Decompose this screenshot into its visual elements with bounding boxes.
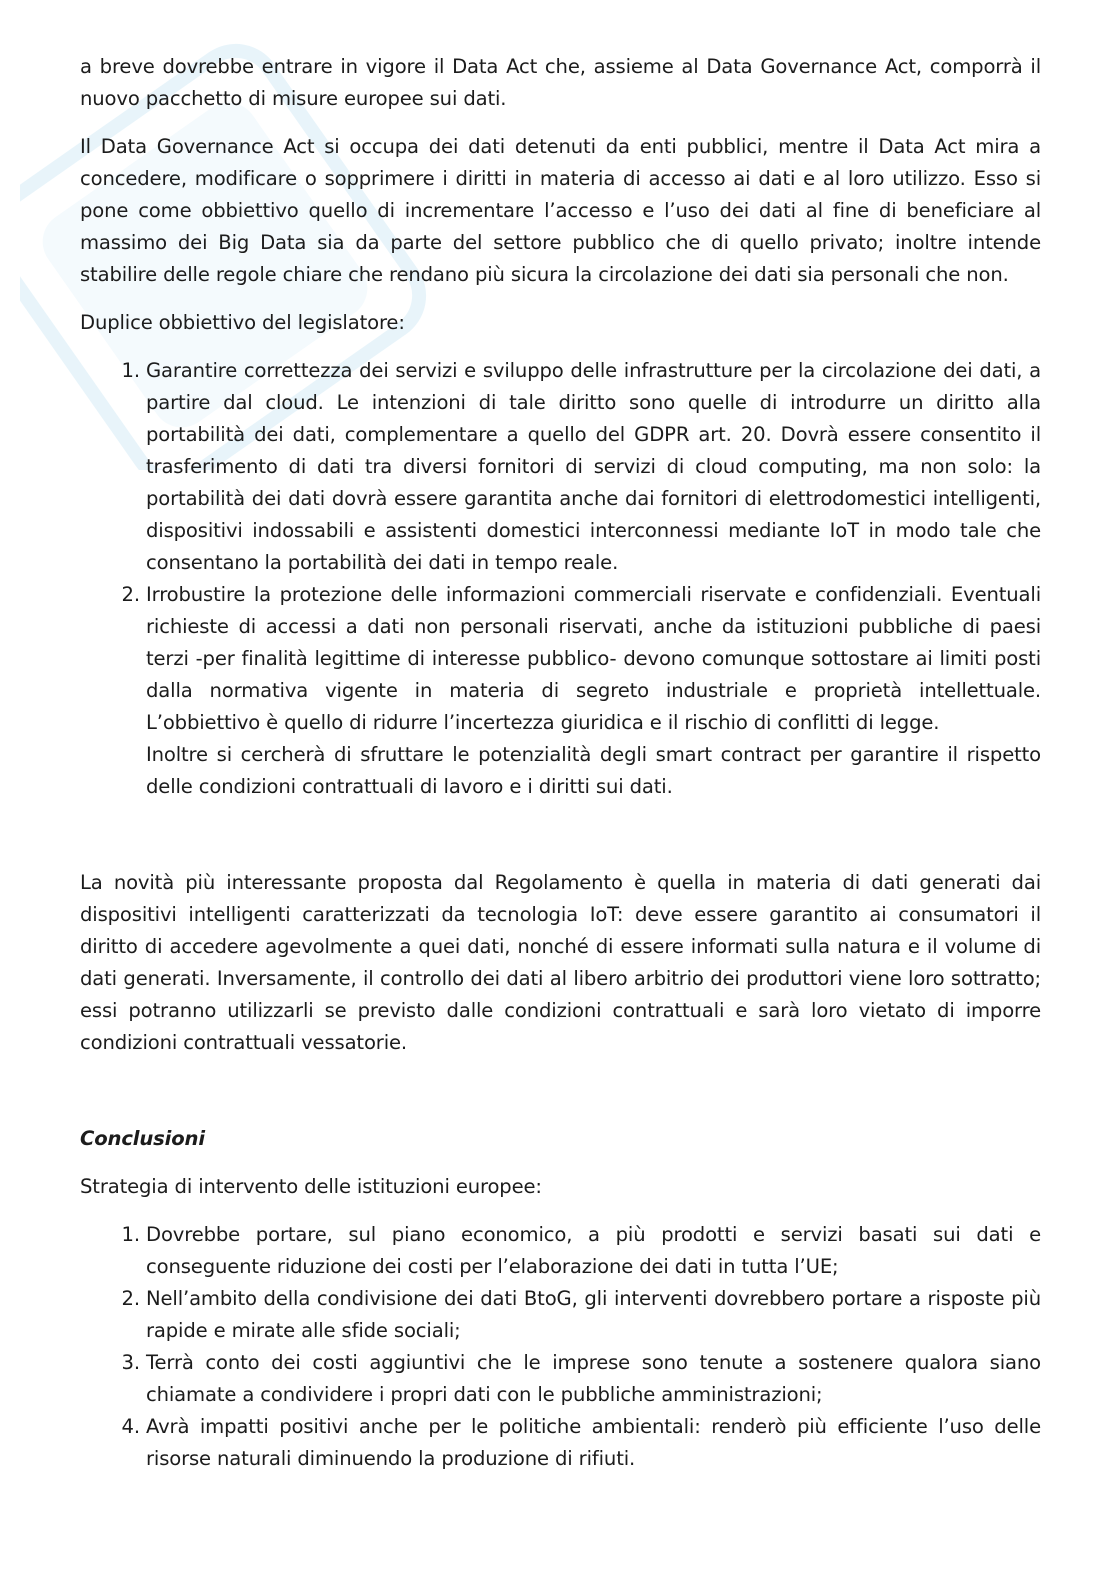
conclusion-item: 3. Terrà conto dei costi aggiuntivi che le imprese sono tenute a sostenere qualora siano chiamate a condividere i propri dati con le pubbliche amministrazioni;	[146, 1347, 1041, 1411]
conclusions-list	[80, 1219, 1041, 1475]
spacer	[80, 1075, 1041, 1123]
objective-extra-text: Inoltre si cercherà di sfruttare le potenzialità degli smart contract per garantire il rispetto delle condizioni contrattuali di lavoro e i diritti sui dati.	[146, 743, 1041, 798]
paragraph-conclusions-lead: Strategia di intervento delle istituzioni europee:	[80, 1175, 542, 1198]
document-body	[80, 51, 1041, 1491]
spacer	[80, 819, 1041, 867]
objectives-list	[80, 355, 1041, 803]
conclusion-item: 2. Nell’ambito della condivisione dei dati BtoG, gli interventi dovrebbero portare a risposte più rapide e mirate alle sfide sociali;	[146, 1283, 1041, 1347]
paragraph-intro-2: Il Data Governance Act si occupa dei dati detenuti da enti pubblici, mentre il Data Act mira a concedere, modificare o sopprimere i diritti in materia di accesso ai dati e al loro utilizzo. Esso si pone come obbiettivo quello di incrementare l’accesso e l’uso dei dati al fine di beneficiare al massimo dei Big Data sia da parte del settore pubblico che di quello privato; inoltre intende stabilire delle regole chiare che rendano più sicura la circolazione dei dati sia personali che non.	[80, 135, 1041, 286]
objective-item	[146, 579, 1041, 803]
paragraph-intro-1: a breve dovrebbe entrare in vigore il Data Act che, assieme al Data Governance Act, comporrà il nuovo pacchetto di misure europee sui dati.	[80, 55, 1041, 110]
objective-text: Garantire correttezza dei servizi e sviluppo delle infrastrutture per la circolazione dei dati, a partire dal cloud. Le intenzioni di tale diritto sono quelle di introdurre un diritto alla portabilità dei dati, complementare a quello del GDPR art. 20. Dovrà essere consentito il trasferimento di dati tra diversi fornitori di servizi di cloud computing, ma non solo: la portabilità dei dati dovrà essere garantita anche dai fornitori di elettrodomestici intelligenti, dispositivi indossabili e assistenti domestici interconnessi mediante IoT in modo tale che consentano la portabilità dei dati in tempo reale.	[146, 359, 1041, 574]
objective-item	[146, 355, 1041, 579]
conclusion-item: 4. Avrà impatti positivi anche per le politiche ambientali: renderò più efficiente l’uso delle risorse naturali diminuendo la produzione di rifiuti.	[146, 1411, 1041, 1475]
section-heading-conclusions: Conclusioni	[80, 1127, 205, 1150]
paragraph-novelty: La novità più interessante proposta dal Regolamento è quella in materia di dati generati dai dispositivi intelligenti caratterizzati da tecnologia IoT: deve essere garantito ai consumatori il diritto di accedere agevolmente a quei dati, nonché di essere informati sulla natura e il volume di dati generati. Inversamente, il controllo dei dati al libero arbitrio dei produttori viene loro sottratto; essi potranno utilizzarli se previsto dalle condizioni contrattuali e sarà loro vietato di imporre condizioni contrattuali vessatorie.	[80, 871, 1041, 1054]
objective-text: Irrobustire la protezione delle informazioni commerciali riservate e confidenziali. Eventuali richieste di accessi a dati non personali riservati, anche da istituzioni pubbliche di paesi terzi -per finalità legittime di interesse pubblico- devono comunque sottostare ai limiti posti dalla normativa vigente in materia di segreto industriale e proprietà intellettuale. L’obbiettivo è quello di ridurre l’incertezza giuridica e il rischio di conflitti di legge.	[146, 583, 1041, 734]
paragraph-objectives-lead: Duplice obbiettivo del legislatore:	[80, 311, 405, 334]
conclusion-item: 1. Dovrebbe portare, sul piano economico, a più prodotti e servizi basati sui dati e conseguente riduzione dei costi per l’elaborazione dei dati in tutta l’UE;	[146, 1219, 1041, 1283]
